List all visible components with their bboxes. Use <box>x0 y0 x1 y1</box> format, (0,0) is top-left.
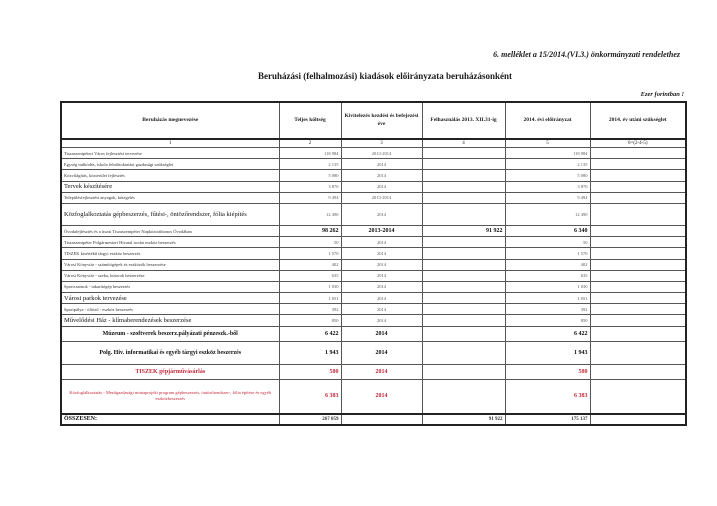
row-years: 2014 <box>341 159 422 170</box>
row-name: Településfejlesztési anyagok, kötegelés <box>61 192 279 203</box>
row-after <box>590 148 686 159</box>
row-years: 2014 <box>341 281 422 292</box>
col-header-total: Teljes költség <box>279 102 341 139</box>
row-total: 6 383 <box>279 379 341 414</box>
row-budget: 118 984 <box>505 148 590 159</box>
row-years: 2014 <box>341 203 422 225</box>
row-spent <box>422 170 505 181</box>
col-header-budget: 2014. évi előirányzat <box>505 102 590 139</box>
row-budget: 6 340 <box>505 225 590 236</box>
row-name: TISZEK kisértékű tárgyi eszköz beszerzés <box>61 248 279 259</box>
row-name: TISZEK gépjárművásárlás <box>61 364 279 379</box>
row-budget: 1 030 <box>505 281 590 292</box>
row-years: 2014 <box>341 304 422 315</box>
row-years: 2013-2014 <box>341 225 422 236</box>
row-spent <box>422 148 505 159</box>
col-header-years: Kivitelezés kezdési és befejezési éve <box>341 102 422 139</box>
table-row <box>61 181 686 192</box>
row-after <box>590 259 686 270</box>
row-after <box>590 315 686 326</box>
row-spent <box>422 248 505 259</box>
row-spent <box>422 315 505 326</box>
table-row <box>61 281 686 292</box>
row-name: Múzeum - szoftverek beszerz.pályázati pénzeszk.-ből <box>61 326 279 341</box>
row-budget: 1 943 <box>505 341 590 364</box>
row-total: 6 422 <box>279 326 341 341</box>
row-budget: 6 383 <box>505 379 590 414</box>
row-spent <box>422 270 505 281</box>
col-index: 6=(2-4-5) <box>590 139 686 148</box>
row-budget: 580 <box>505 364 590 379</box>
col-header-name: Beruházás megnevezése <box>61 102 279 139</box>
investment-table <box>60 101 687 426</box>
row-spent <box>422 259 505 270</box>
row-spent <box>422 181 505 192</box>
row-spent <box>422 281 505 292</box>
row-years: 2014 <box>341 259 422 270</box>
row-years: 2014 <box>341 364 422 379</box>
table-row <box>61 379 686 414</box>
row-total: 9 494 <box>279 192 341 203</box>
row-after <box>590 159 686 170</box>
row-budget: 1 570 <box>505 248 590 259</box>
row-total: 1 030 <box>279 281 341 292</box>
table-row <box>61 293 686 304</box>
row-after <box>590 170 686 181</box>
row-name: Sportpálya - öltöző - eszköz beszerzés <box>61 304 279 315</box>
total-after <box>590 414 686 425</box>
row-total: 392 <box>279 304 341 315</box>
table-row <box>61 315 686 326</box>
table-row <box>61 364 686 379</box>
row-name: Közvilágítás, közterület fejlesztés <box>61 170 279 181</box>
row-after <box>590 281 686 292</box>
table-row <box>61 192 686 203</box>
row-years: 2013-2014 <box>341 192 422 203</box>
row-total: 850 <box>279 315 341 326</box>
row-years: 2014 <box>341 237 422 248</box>
row-total: 12 490 <box>279 203 341 225</box>
col-header-after: 2014. év utáni szükséglet <box>590 102 686 139</box>
row-total: 1 570 <box>279 248 341 259</box>
table-row <box>61 248 686 259</box>
total-years <box>341 414 422 425</box>
row-years: 2014 <box>341 341 422 364</box>
row-years: 2014 <box>341 248 422 259</box>
row-spent <box>422 237 505 248</box>
row-after <box>590 379 686 414</box>
row-after <box>590 248 686 259</box>
total-cost: 267 059 <box>279 414 341 425</box>
row-budget: 850 <box>505 315 590 326</box>
row-budget: 9 494 <box>505 192 590 203</box>
row-name: Tiszaszentpéter Polgármesteri Hivatal irodai eszköz beszerzés <box>61 237 279 248</box>
row-after <box>590 293 686 304</box>
row-total: 1 051 <box>279 293 341 304</box>
row-total: 1 943 <box>279 341 341 364</box>
row-after <box>590 270 686 281</box>
row-name: Egység működés, iskola felnőttoktatási gazdasági szükséglet <box>61 159 279 170</box>
row-name: Közfoglalkoztatás - Mezőgazdasági mintaprojekt program gépbeszerzés, öntözőrendszer-, fólia építése és egyéb eszközbeszerzés <box>61 379 279 414</box>
row-years: 2014 <box>341 326 422 341</box>
total-row <box>61 414 686 425</box>
row-total: 50 <box>279 237 341 248</box>
row-name: Városi Könyvtár - számítógépek és eszközök beszerzése <box>61 259 279 270</box>
row-spent <box>422 304 505 315</box>
row-after <box>590 181 686 192</box>
row-years: 2013-2014 <box>341 148 422 159</box>
row-budget: 2 135 <box>505 159 590 170</box>
row-years: 2014 <box>341 270 422 281</box>
row-budget: 402 <box>505 259 590 270</box>
row-years: 2014 <box>341 181 422 192</box>
row-name: Tiszaszentpéteri Város fejlesztési tervezése <box>61 148 279 159</box>
row-after <box>590 304 686 315</box>
row-total: 580 <box>279 364 341 379</box>
table-row <box>61 148 686 159</box>
row-after <box>590 225 686 236</box>
column-index-row <box>61 139 686 148</box>
row-years: 2014 <box>341 379 422 414</box>
row-total: 3 870 <box>279 181 341 192</box>
row-budget: 3 870 <box>505 181 590 192</box>
row-name: Művelődési Ház - klímaberendezések beszerzése <box>61 315 279 326</box>
row-spent <box>422 159 505 170</box>
row-budget: 6 422 <box>505 326 590 341</box>
col-header-spent: Felhasználás 2013. XII.31-ig <box>422 102 505 139</box>
unit-note: Ezer forintban ! <box>640 91 684 98</box>
total-label: ÖSSZESEN: <box>61 414 279 425</box>
row-spent <box>422 364 505 379</box>
row-after <box>590 341 686 364</box>
row-budget: 1 051 <box>505 293 590 304</box>
row-total: 118 984 <box>279 148 341 159</box>
row-years: 2014 <box>341 293 422 304</box>
table-row <box>61 237 686 248</box>
table-row <box>61 270 686 281</box>
table-header-row <box>61 102 686 139</box>
row-after <box>590 203 686 225</box>
row-budget: 635 <box>505 270 590 281</box>
row-budget: 12 490 <box>505 203 590 225</box>
col-index: 3 <box>341 139 422 148</box>
total-spent: 91 922 <box>422 414 505 425</box>
row-name: Városi parkok tervezése <box>61 293 279 304</box>
row-total: 2 135 <box>279 159 341 170</box>
col-index: 1 <box>61 139 279 148</box>
row-name: Közfoglalkoztatás gépbeszerzés, fűtési-, öntözőrendszer, fólia kiépítés <box>61 203 279 225</box>
row-budget: 5 080 <box>505 170 590 181</box>
table-row <box>61 203 686 225</box>
row-after <box>590 364 686 379</box>
table-row <box>61 159 686 170</box>
col-index: 2 <box>279 139 341 148</box>
row-name: Óvodafejlesztés és a tiszai Tiszaszentpéter Napköziotthonos Óvodában <box>61 225 279 236</box>
row-years: 2014 <box>341 170 422 181</box>
row-total: 635 <box>279 270 341 281</box>
row-spent <box>422 326 505 341</box>
row-spent <box>422 192 505 203</box>
row-after <box>590 326 686 341</box>
total-budget: 175 137 <box>505 414 590 425</box>
row-total: 402 <box>279 259 341 270</box>
row-name: Sportcsarnok - takarítógép beszerzés <box>61 281 279 292</box>
row-spent <box>422 293 505 304</box>
page-title: Beruházási (felhalmozási) kiadások előirányzata beruházásonként <box>257 71 512 81</box>
row-total: 98 262 <box>279 225 341 236</box>
row-name: Városi Könyvtár - szeka, bútorok beszerzése <box>61 270 279 281</box>
row-spent <box>422 379 505 414</box>
col-index: 4 <box>422 139 505 148</box>
table-row <box>61 170 686 181</box>
row-spent: 91 922 <box>422 225 505 236</box>
annex-note: 6. melléklet a 15/2014.(VI.3.) önkormányzati rendelethez <box>493 50 680 59</box>
row-name: Tervek készítésére <box>61 181 279 192</box>
col-index: 5 <box>505 139 590 148</box>
row-name: Polg. Hiv. informatikai és egyéb tárgyi eszköz beszerzés <box>61 341 279 364</box>
row-spent <box>422 341 505 364</box>
table-row <box>61 341 686 364</box>
table-row <box>61 225 686 236</box>
table-row <box>61 326 686 341</box>
row-after <box>590 237 686 248</box>
row-budget: 392 <box>505 304 590 315</box>
table-row <box>61 259 686 270</box>
row-spent <box>422 203 505 225</box>
row-years: 2014 <box>341 315 422 326</box>
row-after <box>590 192 686 203</box>
table-row <box>61 304 686 315</box>
row-budget: 50 <box>505 237 590 248</box>
row-total: 5 080 <box>279 170 341 181</box>
